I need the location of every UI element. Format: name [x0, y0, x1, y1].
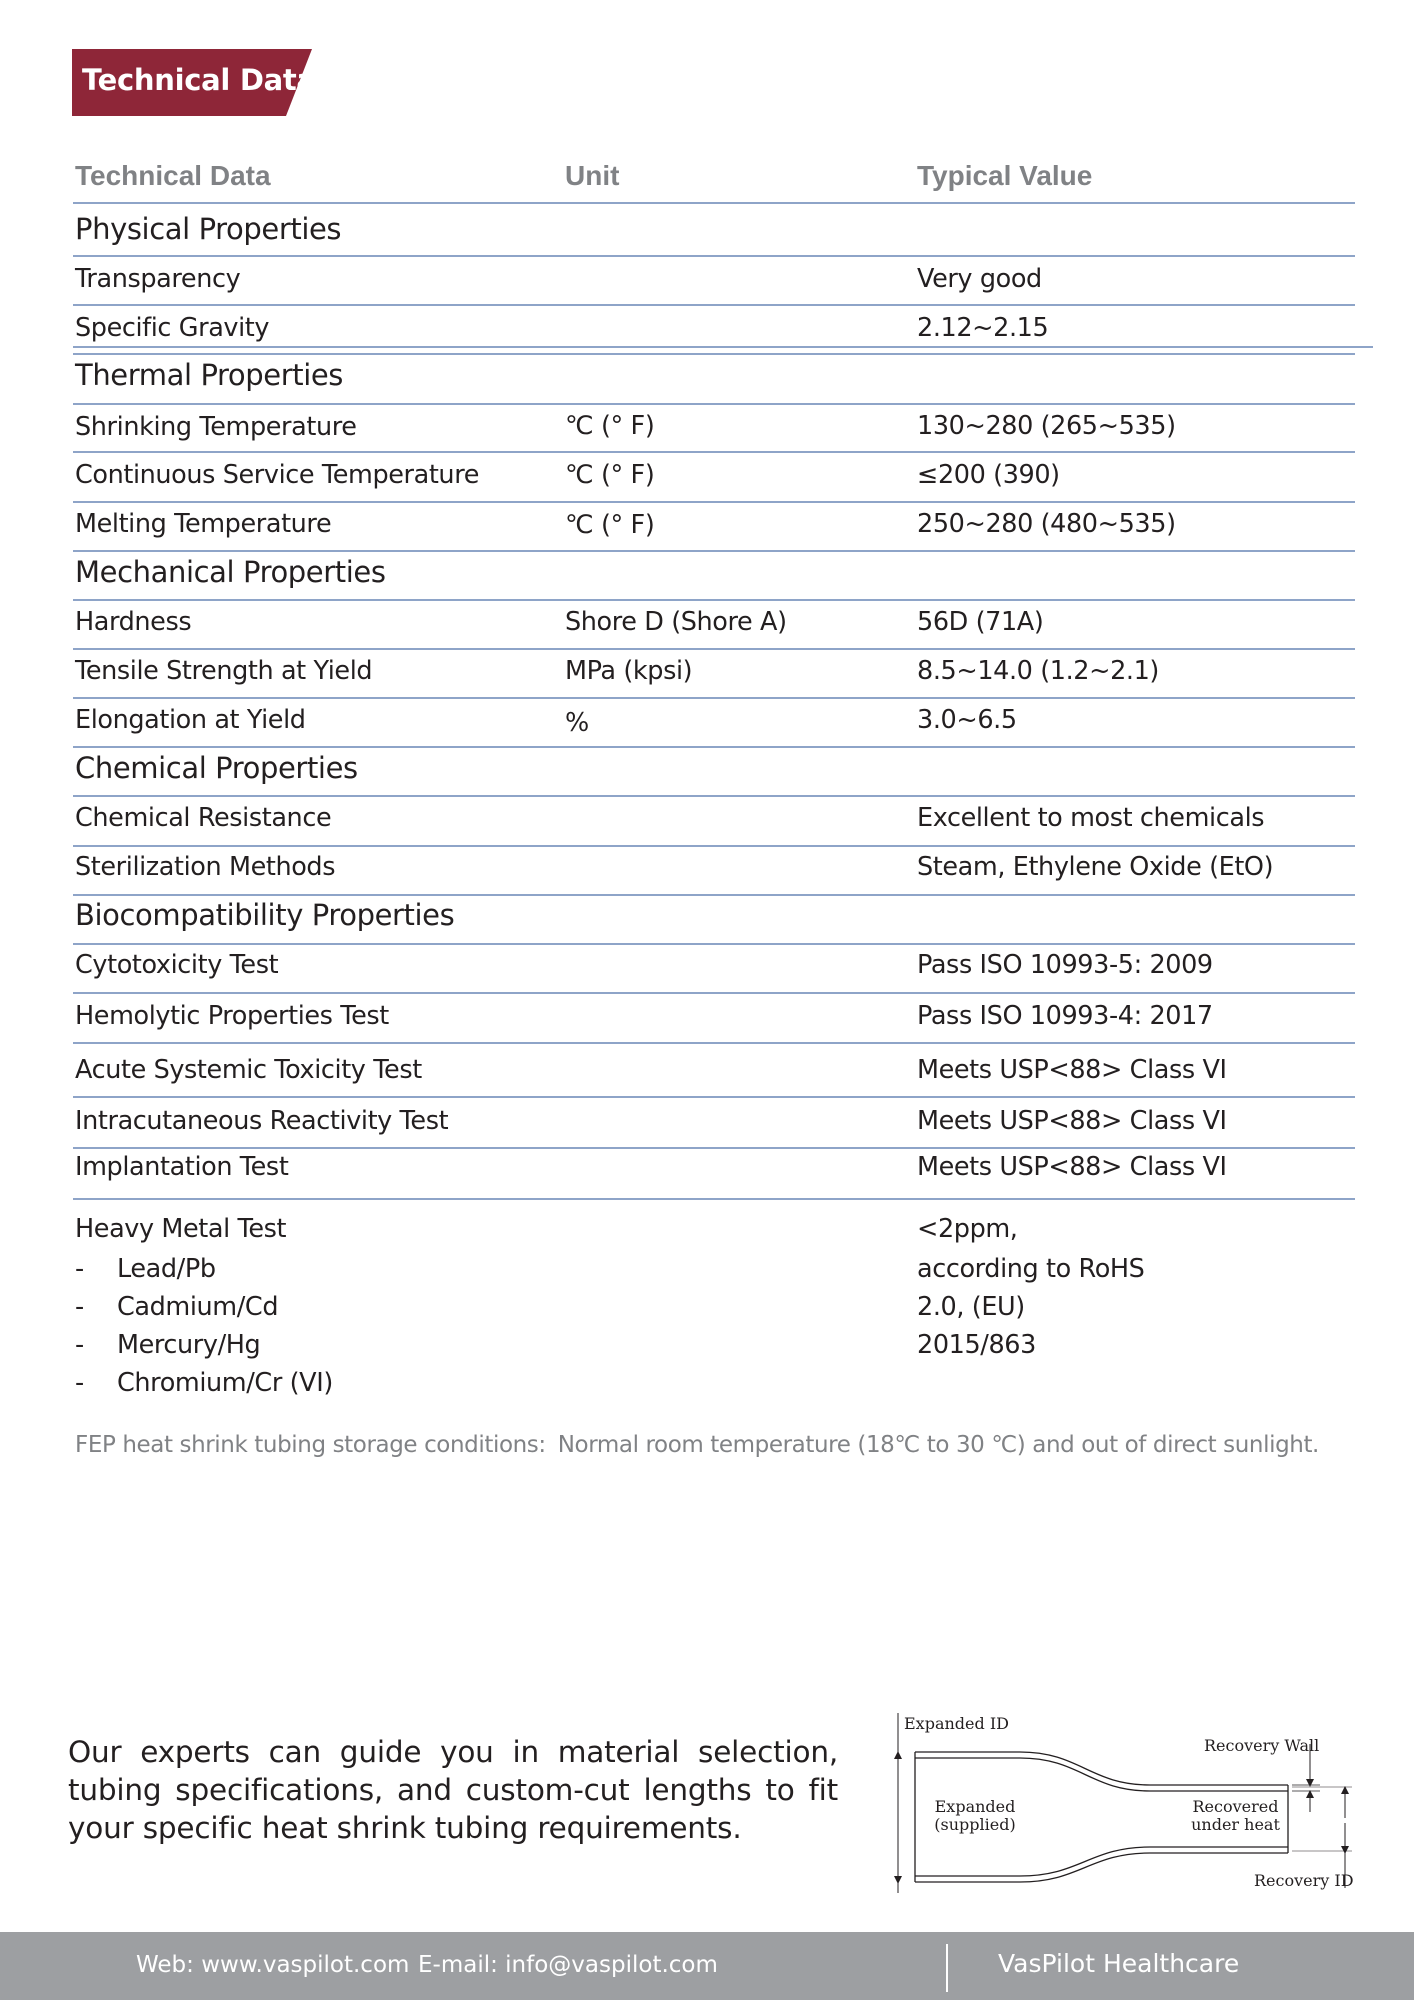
label-recovery-id: Recovery ID — [1254, 1871, 1354, 1890]
heavy-metal-item: Mercury/Hg — [117, 1330, 261, 1360]
row-value: ≤200 (390) — [917, 460, 1060, 490]
row-name: Specific Gravity — [75, 313, 270, 343]
row-unit: MPa (kpsi) — [565, 656, 693, 686]
heavy-metal-bullet: - — [75, 1368, 84, 1398]
row-name: Hemolytic Properties Test — [75, 1001, 389, 1031]
tubing-diagram — [880, 1708, 1360, 1908]
storage-label: FEP heat shrink tubing storage conditions: — [75, 1432, 546, 1458]
section-badge — [72, 49, 316, 116]
table-divider — [73, 795, 1355, 797]
heavy-metal-item: Cadmium/Cd — [117, 1292, 279, 1322]
heavy-metal-bullet: - — [75, 1292, 84, 1322]
column-header-technical-data: Technical Data — [75, 160, 271, 191]
experts-paragraph: Our experts can guide you in material selection, tubing specifications, and custom-cut lengths to fit your specific heat shrink tubing requirements. — [68, 1735, 838, 1845]
table-divider — [73, 943, 1355, 945]
label-recovered-line: under heat — [1191, 1815, 1280, 1834]
section-title-thermal: Thermal Properties — [75, 358, 344, 392]
label-recovered — [1188, 1798, 1283, 1834]
row-value: 56D (71A) — [917, 607, 1044, 637]
footer-web-link[interactable]: Web: www.vaspilot.com — [136, 1952, 410, 1978]
table-divider — [73, 697, 1355, 699]
table-divider — [73, 992, 1355, 994]
table-divider — [73, 550, 1355, 552]
row-name: Continuous Service Temperature — [75, 460, 480, 490]
row-name: Hardness — [75, 607, 192, 637]
row-unit: ℃ (° F) — [565, 510, 655, 540]
label-recovery-wall: Recovery Wall — [1204, 1736, 1320, 1755]
row-value: 2.12~2.15 — [917, 313, 1049, 343]
heavy-metal-bullet: - — [75, 1254, 84, 1284]
section-title-physical: Physical Properties — [75, 212, 342, 246]
section-title-mechanical: Mechanical Properties — [75, 555, 386, 589]
table-divider — [73, 845, 1355, 847]
row-value: Pass ISO 10993-5: 2009 — [917, 950, 1213, 980]
table-divider — [73, 648, 1355, 650]
table-divider — [73, 1096, 1355, 1098]
row-name: Intracutaneous Reactivity Test — [75, 1106, 449, 1136]
footer-divider — [946, 1944, 948, 1992]
row-value: 8.5~14.0 (1.2~2.1) — [917, 656, 1159, 686]
row-unit: Shore D (Shore A) — [565, 607, 787, 637]
label-recovered-line: Recovered — [1192, 1797, 1279, 1816]
storage-text: Normal room temperature (18℃ to 30 ℃) and out of direct sunlight. — [557, 1432, 1319, 1458]
row-name: Implantation Test — [75, 1152, 289, 1182]
table-divider — [73, 1198, 1355, 1200]
row-name: Tensile Strength at Yield — [75, 656, 373, 686]
heavy-metal-value: <2ppm, — [917, 1214, 1018, 1244]
row-unit: % — [565, 708, 589, 738]
row-value: Meets USP<88> Class VI — [917, 1152, 1227, 1182]
label-expanded-line: (supplied) — [934, 1815, 1016, 1834]
footer-bar — [0, 1932, 1414, 2000]
heavy-metal-bullet: - — [75, 1330, 84, 1360]
heavy-metal-item: Chromium/Cr (VI) — [117, 1368, 333, 1398]
badge-title: Technical Data — [82, 63, 316, 97]
row-name: Melting Temperature — [75, 509, 332, 539]
row-value: Meets USP<88> Class VI — [917, 1055, 1227, 1085]
table-divider — [73, 1042, 1355, 1044]
table-divider — [73, 746, 1355, 748]
table-divider — [73, 894, 1355, 896]
section-title-chemical: Chemical Properties — [75, 751, 358, 785]
label-expanded-line: Expanded — [934, 1797, 1016, 1816]
column-header-typical-value: Typical Value — [917, 160, 1093, 191]
section-title-biocompatibility: Biocompatibility Properties — [75, 898, 455, 932]
heavy-metal-value: 2.0, (EU) — [917, 1292, 1025, 1322]
table-divider — [73, 255, 1355, 257]
table-divider — [73, 501, 1355, 503]
label-expanded-id: Expanded ID — [904, 1714, 1009, 1733]
heavy-metal-item: Lead/Pb — [117, 1254, 216, 1284]
row-unit: ℃ (° F) — [565, 411, 655, 441]
heavy-metal-title: Heavy Metal Test — [75, 1214, 287, 1244]
table-divider — [73, 403, 1355, 405]
table-divider — [73, 304, 1355, 306]
row-name: Cytotoxicity Test — [75, 950, 279, 980]
table-divider — [73, 202, 1355, 204]
label-expanded — [930, 1798, 1020, 1834]
row-value: 130~280 (265~535) — [917, 411, 1176, 441]
row-name: Acute Systemic Toxicity Test — [75, 1055, 422, 1085]
row-name: Elongation at Yield — [75, 705, 306, 735]
table-divider — [73, 346, 1373, 348]
heavy-metal-value: according to RoHS — [917, 1254, 1145, 1284]
column-header-unit: Unit — [565, 160, 620, 191]
footer-brand: VasPilot Healthcare — [998, 1949, 1240, 1978]
row-name: Chemical Resistance — [75, 803, 332, 833]
table-divider — [73, 353, 1355, 355]
heavy-metal-value: 2015/863 — [917, 1330, 1036, 1360]
storage-note — [75, 1432, 1319, 1458]
footer-email-link[interactable]: E-mail: info@vaspilot.com — [418, 1952, 718, 1978]
row-name: Shrinking Temperature — [75, 412, 357, 442]
table-divider — [73, 599, 1355, 601]
row-value: 250~280 (480~535) — [917, 509, 1176, 539]
row-value: Meets USP<88> Class VI — [917, 1106, 1227, 1136]
row-name: Sterilization Methods — [75, 852, 336, 882]
table-divider — [73, 1147, 1355, 1149]
row-name: Transparency — [75, 264, 241, 294]
row-value: Very good — [917, 264, 1042, 294]
row-value: Steam, Ethylene Oxide (EtO) — [917, 852, 1274, 882]
row-value: 3.0~6.5 — [917, 705, 1017, 735]
row-unit: ℃ (° F) — [565, 460, 655, 490]
row-value: Excellent to most chemicals — [917, 803, 1265, 833]
row-value: Pass ISO 10993-4: 2017 — [917, 1001, 1213, 1031]
table-divider — [73, 451, 1355, 453]
